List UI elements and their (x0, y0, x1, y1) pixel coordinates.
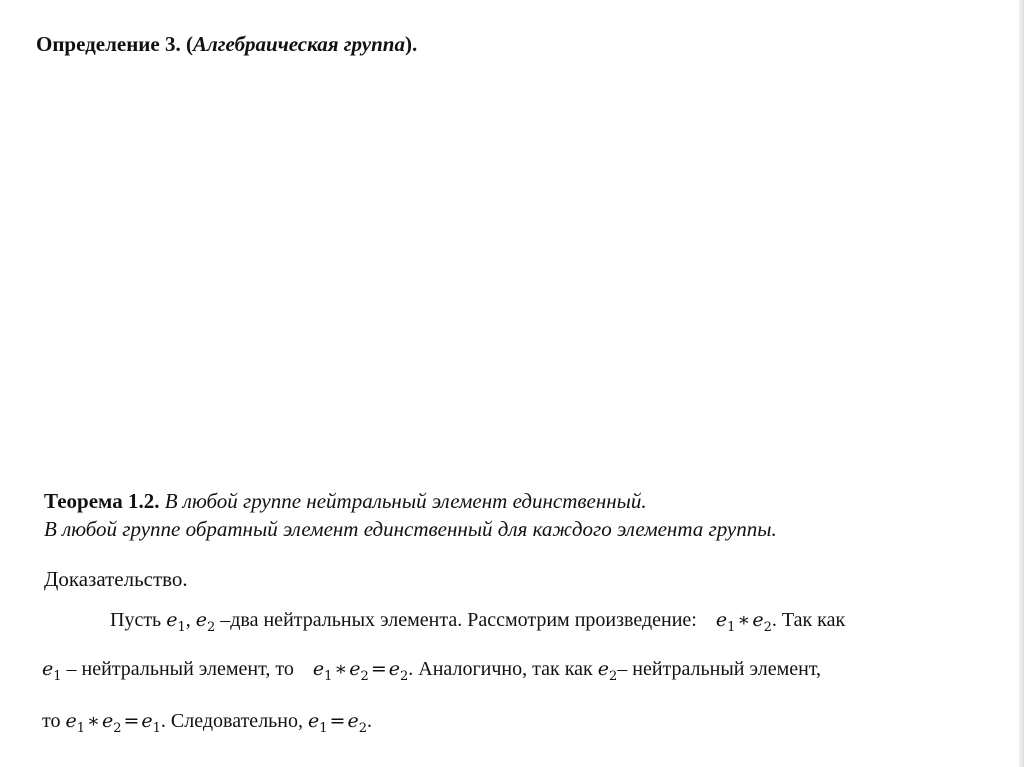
proof-line-1 (110, 606, 845, 642)
theorem-statement-2: В любой группе обратный элемент единственный для каждого элемента группы. (44, 517, 777, 541)
proof-text: . Аналогично, так как (408, 658, 598, 680)
proof-text: – нейтральный элемент, (617, 658, 822, 680)
math-symbol: $e_1$ (42, 658, 62, 684)
math-symbol: $e_2$ (597, 658, 618, 684)
math-expression: $e_1$ ∗ $e_2$ (715, 609, 772, 635)
math-symbol: $e_2$ (195, 609, 216, 635)
proof-text: то (42, 710, 66, 732)
definition-open-paren: ( (180, 32, 193, 56)
theorem-line-1 (44, 487, 777, 515)
slide-edge (1019, 0, 1024, 767)
definition-label: Определение 3. (36, 32, 181, 56)
theorem-label: Теорема 1.2. (44, 489, 160, 513)
math-expression: $e_1 = e_2$ (308, 710, 367, 736)
math-expression: $e_1$ ∗ $e_2 = e_1$ (65, 710, 161, 736)
math-symbol: $e_1$ (166, 609, 186, 635)
theorem-block (44, 487, 777, 543)
proof-label: Доказательство. (44, 567, 188, 591)
proof-text: . (366, 710, 372, 732)
proof-text: – нейтральный элемент, то (61, 658, 299, 680)
math-expression: $e_1$ ∗ $e_2 = e_2$ (312, 658, 409, 684)
proof-text: . Так как (771, 609, 846, 631)
definition-close-paren: ). (404, 32, 418, 56)
proof-line-3 (42, 707, 372, 743)
proof-text: Пусть (110, 609, 167, 631)
proof-text: , (185, 609, 196, 631)
definition-title: Алгебраическая группа (192, 32, 405, 56)
proof-text: . Следовательно, (160, 710, 308, 732)
proof-line-2 (42, 655, 821, 691)
theorem-statement-1: В любой группе нейтральный элемент единственный. (159, 489, 647, 513)
theorem-line-2 (44, 515, 777, 543)
definition-heading (36, 30, 417, 58)
proof-text: –два нейтральных элемента. Рассмотрим произведение: (215, 609, 702, 631)
